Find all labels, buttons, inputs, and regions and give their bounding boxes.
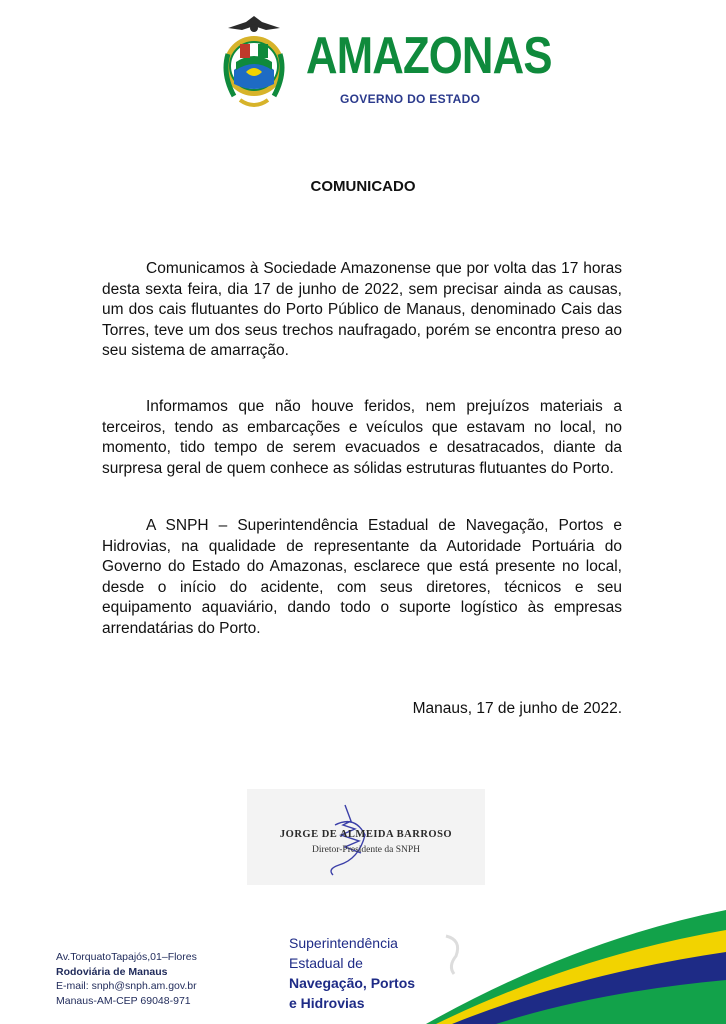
paragraph-1: Comunicamos à Sociedade Amazonense que por volta das 17 horas desta sexta feira, dia 17 de junho de 2022, sem precisar ainda as causas, um dos cais flutuantes do Porto Público de Manaus, denominado Cais das Torres, teve um dos seus trechos naufragado, porém se encontra preso ao seu sistema de amarração.	[102, 260, 622, 360]
document-title: COMUNICADO	[310, 178, 416, 195]
footer-address	[56, 950, 197, 1008]
org-line-3: Navegação, Portos	[289, 975, 416, 991]
org-name	[289, 933, 415, 1013]
paragraph-3: A SNPH – Superintendência Estadual de Navegação, Portos e Hidrovias, na qualidade de representante da Autoridade Portuária do Governo do Estado do Amazonas, esclarece que está presente no local, desde o início do acidente, com seus diretores, técnicos e seu equipamento aquaviário, dando todo o suporte logístico às empresas arrendatárias do Porto.	[102, 517, 622, 637]
address-line-2: Rodoviária de Manaus	[56, 965, 168, 978]
brand-subtitle: GOVERNO DO ESTADO	[340, 92, 481, 106]
paragraph-2: Informamos que não houve feridos, nem prejuízos materiais a terceiros, tendo as embarcações e veículos que estavam no local, no momento, tido tempo de serem evacuados e desatracados, diante da surpresa geral de quem conhece as sólidas estruturas flutuantes do Porto.	[102, 398, 622, 477]
signature-role: Diretor-Presidente da SNPH	[312, 845, 420, 855]
email-line: E-mail: snph@snph.am.gov.br	[56, 980, 197, 992]
org-line-1: Superintendência	[289, 935, 398, 951]
brand-title: AMAZONAS	[306, 27, 552, 85]
org-line-4: e Hidrovias	[289, 995, 365, 1011]
signature-stamp	[247, 789, 485, 885]
org-line-2: Estadual de	[289, 955, 363, 971]
signature-name: JORGE DE ALMEIDA BARROSO	[279, 829, 453, 840]
address-line-1: Av.TorquatoTapajós,01–Flores	[56, 951, 197, 963]
amazonas-coat-of-arms-icon	[222, 14, 286, 114]
cep-line: Manaus-AM-CEP 69048-971	[56, 994, 191, 1007]
date-line: Manaus, 17 de junho de 2022.	[412, 700, 622, 717]
